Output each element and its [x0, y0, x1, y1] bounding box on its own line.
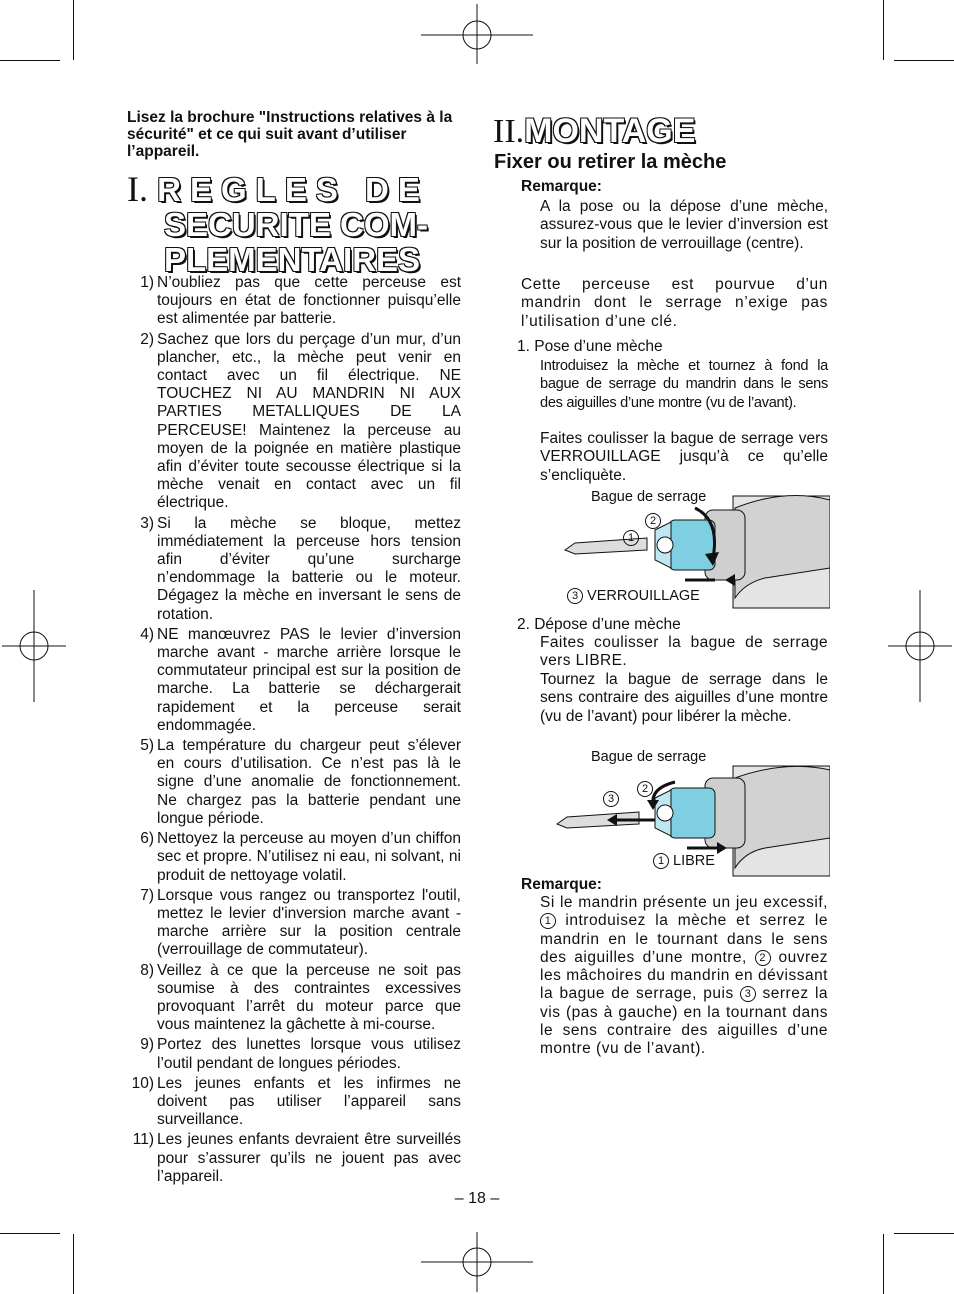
fig1-label-lock: [567, 588, 700, 604]
rule-number: 9): [140, 1036, 154, 1054]
crop-mark: [0, 1233, 60, 1234]
rule-text: Les jeunes enfants devraient être surveillés pour s’assurer qu’ils ne jouent pas avec l’appareil.: [157, 1131, 461, 1185]
fig1-label-lock-text: VERROUILLAGE: [587, 588, 700, 604]
registration-mark-left: [2, 590, 66, 702]
section1-title-line1: REGLES DE: [157, 171, 429, 208]
registration-mark-bottom: [421, 1232, 533, 1292]
page-number: – 18 –: [454, 1190, 500, 1207]
section1-number: I.: [127, 169, 148, 209]
list-item: [127, 962, 461, 1035]
rule-number: 11): [132, 1131, 154, 1149]
step2-text-b: Tournez la bague de serrage dans le sens contraire des aiguilles d’une montre (vu de l’avant) pour libérer la mèche.: [540, 671, 828, 725]
remark-text: A la pose ou la dépose d’une mèche, assurez-vous que le levier d’inversion est sur la position de verrouillage (centre).: [540, 198, 828, 252]
step1-text-a: Introduisez la mèche et tournez à fond la bague de serrage du mandrin dans le sens des aiguilles d’une montre (vu de l’avant).: [540, 358, 828, 411]
rule-number: 1): [140, 274, 154, 291]
list-item: [127, 274, 461, 329]
rule-text: N’oubliez pas que cette perceuse est toujours en état de fonctionner puisqu’elle est alimentée par batterie.: [157, 274, 461, 328]
crop-mark: [73, 0, 74, 60]
circled-2: 2: [755, 950, 771, 966]
rule-number: 6): [140, 830, 154, 848]
circled-3: 3: [567, 588, 583, 604]
list-item: [127, 1131, 461, 1186]
rule-number: 3): [140, 514, 154, 532]
fig2-label-chuck-ring: Bague de serrage: [591, 749, 707, 765]
circled-1: 1: [623, 530, 639, 546]
fig2-label-free-text: LIBRE: [673, 853, 715, 869]
crop-mark: [894, 1233, 954, 1234]
remark2-part-d: serrez la vis (pas à gauche) en la tournant dans le sens contraire des aiguilles d’une montre (vu de l’avant).: [540, 985, 829, 1058]
rule-number: 4): [140, 625, 154, 643]
section1-title-line2: SECURITE COM-: [164, 206, 428, 243]
rule-text: Portez des lunettes lorsque vous utilisez l’outil pendant de longues périodes.: [157, 1036, 461, 1072]
remark2-part-c: ouvrez les mâchoires du mandrin en dévissant la bague de serrage, puis: [540, 948, 829, 1003]
list-item: [127, 830, 461, 885]
circled-2: 2: [645, 513, 661, 529]
step1-text-b: Faites coulisser la bague de serrage vers VERROUILLAGE jusqu’à ce qu’elle s’encliquète.: [540, 430, 828, 484]
chuck-note: Cette perceuse est pourvue d’un mandrin dont le serrage n’exige pas l’utilisation d’une clé.: [521, 276, 828, 330]
list-item: [127, 331, 461, 513]
section2-title-text: MONTAGE: [524, 112, 696, 150]
rule-text: Si la mèche se bloque, mettez immédiatement la perceuse hors tension afin d’éviter qu’une surcharge n’endommage la batterie ou le moteur. Dégagez la mèche en inversant le sens de rotation.: [157, 514, 461, 623]
list-item: [127, 887, 461, 960]
circled-1: 1: [653, 853, 669, 869]
remark2-label: Remarque:: [521, 876, 602, 893]
list-item: [127, 626, 461, 735]
remark-label: Remarque:: [521, 178, 602, 195]
step1-title: 1. Pose d’une mèche: [517, 338, 663, 355]
crop-mark: [883, 0, 884, 60]
rule-number: 5): [140, 737, 154, 755]
remark2-part-a: Si le mandrin présente un jeu excessif,: [540, 894, 828, 911]
step2-title: 2. Dépose d’une mèche: [517, 616, 681, 633]
fig1-label-chuck-ring: Bague de serrage: [591, 489, 707, 505]
rule-text: Les jeunes enfants et les infirmes ne doivent pas utiliser l’appareil sans surveillance.: [157, 1074, 461, 1129]
rule-number: 8): [140, 961, 154, 979]
circled-3: 3: [603, 791, 619, 807]
rule-text: Veillez à ce que la perceuse ne soit pas soumise à des contraintes excessives provoquant l’arrêt du moteur parce que vous maintenez la gâchette à mi-course.: [157, 961, 461, 1034]
step2-text-a: Faites coulisser la bague de serrage vers LIBRE.: [540, 634, 828, 670]
crop-mark: [883, 1234, 884, 1294]
remark2-part-b: introduisez la mèche et serrez le mandrin en le tournant dans le sens des aiguilles d’une montre,: [540, 912, 828, 966]
rule-text: NE manœuvrez PAS le levier d’inversion marche avant - marche arrière lorsque le commutateur principal est sur la position de marche. La batterie se déchargerait rapidement et la perceuse serait endommagée.: [157, 625, 461, 734]
intro-notice: Lisez la brochure "Instructions relatives à la sécurité" et ce qui suit avant d’utiliser l’appareil.: [127, 109, 453, 160]
section1-title: [127, 169, 472, 278]
list-item: [127, 515, 461, 624]
rule-text: La température du chargeur peut s’élever en cours d’utilisation. Ce n’est pas là le signe d’une anomalie de fonctionnement. Ne chargez pas la batterie pendant une longue période.: [157, 737, 461, 827]
section1-title-line3: PLEMENTAIRES: [164, 241, 421, 278]
list-item: [127, 1075, 461, 1130]
crop-mark: [0, 60, 60, 61]
circled-2: 2: [637, 781, 653, 797]
safety-rules-list: [127, 274, 461, 1188]
remark2-text: [540, 894, 828, 1059]
rule-text: Lorsque vous rangez ou transportez l'outil, mettez le levier d'inversion marche avant - marche arrière sur la position centrale (verrouillage de commutateur).: [157, 886, 461, 959]
circled-1: 1: [540, 913, 556, 929]
section2-subtitle: Fixer ou retirer la mèche: [494, 151, 727, 173]
rule-number: 10): [131, 1074, 154, 1092]
circled-3: 3: [740, 986, 756, 1002]
list-item: [127, 737, 461, 828]
rule-text: Nettoyez la perceuse au moyen d’un chiffon sec et propre. N’utilisez ni eau, ni solvant, ni produit de nettoyage volatil.: [157, 830, 461, 884]
registration-mark-right: [888, 590, 952, 702]
rule-text: Sachez que lors du perçage d’un mur, d’un plancher, etc., la mèche peut venir en contact avec un fil électrique. NE TOUCHEZ NI AU MANDRIN NI AUX PARTIES METALLIQUES DE LA PERCEUSE! Maintenez la perceuse au moyen de la poignée en matière plastique afin d’éviter toute secousse électrique si la mèche venait en contact avec un fil électrique.: [157, 330, 461, 512]
crop-mark: [894, 60, 954, 61]
rule-number: 7): [140, 886, 154, 904]
section2-title: [493, 112, 695, 151]
fig2-label-free: [653, 853, 715, 869]
section2-number: II.: [493, 113, 525, 150]
registration-mark-top: [421, 4, 533, 64]
crop-mark: [73, 1234, 74, 1294]
rule-number: 2): [140, 330, 154, 348]
list-item: [127, 1036, 461, 1072]
